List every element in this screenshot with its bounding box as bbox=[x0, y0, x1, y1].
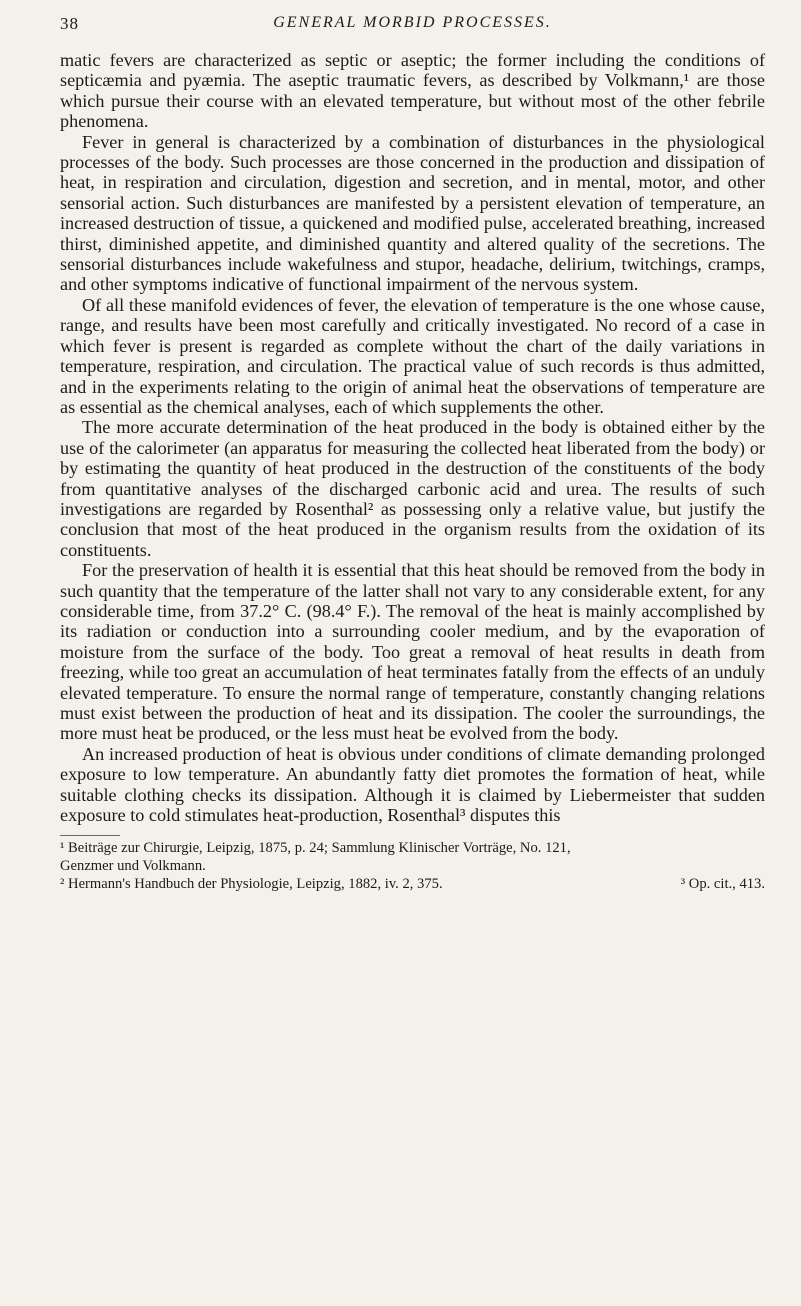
paragraph-3: Of all these manifold evidences of fever, the elevation of temperature is the one whose cause, range, and results have been most carefully and critically investigated. No record of a case in which fever is present is regarded as complete without the chart of the daily variations in temperature, respiration, and circulation. The practical value of such records is thus admitted, and in the experiments relating to the origin of animal heat the observations of temperature are as essential as the chemical analyses, each of which supplements the other. bbox=[60, 294, 765, 417]
paragraph-1: matic fevers are characterized as septic or aseptic; the former including the conditions of septicæmia and pyæmia. The aseptic traumatic fevers, as described by Volkmann,¹ are those which pursue their course with an elevated temperature, but without most of the other febrile phenomena. bbox=[60, 50, 765, 132]
running-title: GENERAL MORBID PROCESSES. bbox=[273, 14, 552, 31]
paragraph-2: Fever in general is characterized by a combination of disturbances in the physiological processes of the body. Such processes are those concerned in the production and dissipation of heat, in respiration and circulation, digestion and secretion, and in mental, motor, and other sensorial action. Such disturbances are manifested by a persistent elevation of temperature, an increased destruction of tissue, a quickened and modified pulse, accelerated breathing, increased thirst, diminished appetite, and diminished quantity and altered quality of the secretions. The sensorial disturbances include wakefulness and stupor, headache, delirium, twitchings, cramps, and other symptoms indicative of functional impairment of the nervous system. bbox=[60, 131, 765, 295]
footnote-row bbox=[60, 876, 765, 894]
footnote-3: ³ Op. cit., 413. bbox=[680, 875, 765, 892]
footnote-1-line-1: ¹ Beiträge zur Chirurgie, Leipzig, 1875, p. 24; Sammlung Klinischer Vorträge, No. 121, bbox=[60, 840, 571, 857]
footnote-1-line-2: Genzmer und Volkmann. bbox=[60, 858, 206, 875]
paragraph-5: For the preservation of health it is essential that this heat should be removed from the body in such quantity that the temperature of the latter shall not vary to any considerable extent, for any considerable time, from 37.2° C. (98.4° F.). The removal of the heat is mainly accomplished by its radiation or conduction into a surrounding cooler medium, and by the evaporation of moisture from the surface of the body. Too great a removal of heat results in death from freezing, while too great an accumulation of heat terminates fatally from the effects of an unduly elevated temperature. To ensure the normal range of temperature, constantly changing relations must exist between the production of heat and its dissipation. The cooler the surroundings, the more must heat be produced, or the less must heat be evolved from the body. bbox=[60, 560, 765, 744]
page-header bbox=[60, 10, 765, 50]
footnote-2: ² Hermann's Handbuch der Physiologie, Leipzig, 1882, iv. 2, 375. bbox=[60, 875, 443, 892]
paragraph-6: An increased production of heat is obvious under conditions of climate demanding prolonged exposure to low temperature. An abundantly fatty diet promotes the formation of heat, while suitable clothing checks its dissipation. Although it is claimed by Liebermeister that sudden exposure to cold stimulates heat-production, Rosenthal³ disputes this bbox=[60, 743, 765, 826]
footnote-1 bbox=[60, 840, 765, 875]
page-number: 38 bbox=[60, 14, 79, 33]
paragraph-4: The more accurate determination of the heat produced in the body is obtained either by the use of the calorimeter (an apparatus for measuring the collected heat liberated from the body) or by estimating the quantity of heat produced in the destruction of the constituents of the body from quantitative analyses of the discharged carbonic acid and urea. The results of such investigations are regarded by Rosenthal² as possessing only a relative value, but justify the conclusion that most of the heat produced in the organism results from the oxidation of its constituents. bbox=[60, 417, 765, 560]
body-text bbox=[60, 50, 765, 825]
footnotes bbox=[60, 840, 765, 893]
footnote-rule bbox=[60, 835, 120, 836]
